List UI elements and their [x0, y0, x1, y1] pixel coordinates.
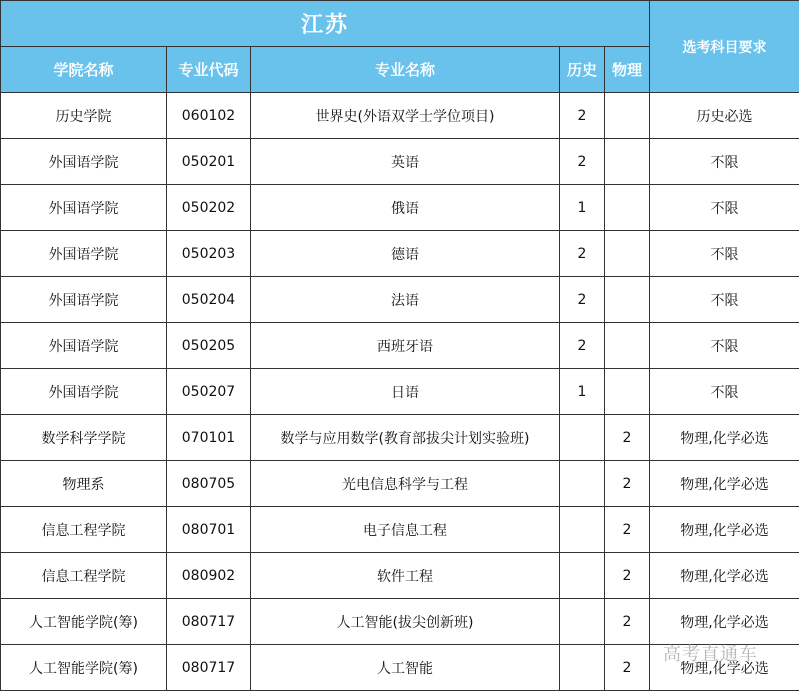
cell-physics	[605, 369, 650, 415]
cell-college: 外国语学院	[1, 185, 167, 231]
region-title: 江苏	[1, 1, 650, 47]
cell-requirement: 不限	[650, 139, 799, 185]
cell-history	[560, 645, 605, 691]
cell-requirement: 物理,化学必选	[650, 599, 799, 645]
cell-code: 080902	[167, 553, 251, 599]
cell-college: 人工智能学院(筹)	[1, 645, 167, 691]
cell-requirement: 不限	[650, 185, 799, 231]
cell-code: 050205	[167, 323, 251, 369]
cell-major: 人工智能	[251, 645, 560, 691]
cell-major: 日语	[251, 369, 560, 415]
cell-college: 外国语学院	[1, 277, 167, 323]
cell-major: 世界史(外语双学士学位项目)	[251, 93, 560, 139]
column-header-code: 专业代码	[167, 47, 251, 93]
table-row	[1, 277, 799, 323]
cell-college: 外国语学院	[1, 323, 167, 369]
cell-history: 1	[560, 369, 605, 415]
cell-requirement: 物理,化学必选	[650, 461, 799, 507]
table-row	[1, 553, 799, 599]
cell-major: 德语	[251, 231, 560, 277]
cell-requirement: 不限	[650, 323, 799, 369]
cell-requirement: 不限	[650, 231, 799, 277]
table-row	[1, 507, 799, 553]
cell-requirement: 不限	[650, 369, 799, 415]
cell-requirement: 物理,化学必选	[650, 415, 799, 461]
cell-history: 2	[560, 93, 605, 139]
cell-history	[560, 553, 605, 599]
cell-major: 法语	[251, 277, 560, 323]
table-row	[1, 461, 799, 507]
cell-college: 信息工程学院	[1, 553, 167, 599]
table-row	[1, 323, 799, 369]
cell-code: 080717	[167, 645, 251, 691]
cell-history	[560, 415, 605, 461]
cell-college: 数学科学学院	[1, 415, 167, 461]
cell-physics	[605, 139, 650, 185]
table-row	[1, 599, 799, 645]
region-header-row	[1, 1, 799, 47]
cell-physics: 2	[605, 645, 650, 691]
cell-requirement: 物理,化学必选	[650, 645, 799, 691]
cell-code: 070101	[167, 415, 251, 461]
cell-code: 080701	[167, 507, 251, 553]
table-row	[1, 93, 799, 139]
cell-college: 外国语学院	[1, 369, 167, 415]
cell-major: 软件工程	[251, 553, 560, 599]
cell-code: 080717	[167, 599, 251, 645]
column-header-history: 历史	[560, 47, 605, 93]
cell-code: 050201	[167, 139, 251, 185]
cell-physics: 2	[605, 461, 650, 507]
cell-requirement: 历史必选	[650, 93, 799, 139]
cell-requirement: 物理,化学必选	[650, 553, 799, 599]
cell-college: 人工智能学院(筹)	[1, 599, 167, 645]
table-body	[1, 93, 799, 691]
cell-major: 电子信息工程	[251, 507, 560, 553]
table-row	[1, 415, 799, 461]
cell-physics	[605, 93, 650, 139]
cell-physics: 2	[605, 599, 650, 645]
cell-physics	[605, 231, 650, 277]
cell-code: 050202	[167, 185, 251, 231]
cell-history: 2	[560, 277, 605, 323]
watermark-text: 高考直通车	[663, 644, 758, 665]
cell-physics: 2	[605, 415, 650, 461]
cell-code: 050204	[167, 277, 251, 323]
cell-history: 2	[560, 231, 605, 277]
cell-history	[560, 599, 605, 645]
table-row	[1, 231, 799, 277]
cell-major: 人工智能(拔尖创新班)	[251, 599, 560, 645]
cell-college: 历史学院	[1, 93, 167, 139]
column-header-college: 学院名称	[1, 47, 167, 93]
cell-requirement: 不限	[650, 277, 799, 323]
cell-physics	[605, 185, 650, 231]
cell-requirement: 物理,化学必选	[650, 507, 799, 553]
cell-history: 2	[560, 323, 605, 369]
cell-college: 外国语学院	[1, 139, 167, 185]
cell-code: 050207	[167, 369, 251, 415]
cell-major: 英语	[251, 139, 560, 185]
cell-history	[560, 461, 605, 507]
table-row	[1, 139, 799, 185]
column-header-physics: 物理	[605, 47, 650, 93]
cell-major: 数学与应用数学(教育部拔尖计划实验班)	[251, 415, 560, 461]
cell-history: 1	[560, 185, 605, 231]
cell-history	[560, 507, 605, 553]
table-row	[1, 645, 799, 691]
column-header-requirement: 选考科目要求	[650, 1, 799, 93]
cell-college: 信息工程学院	[1, 507, 167, 553]
table-row	[1, 369, 799, 415]
cell-physics: 2	[605, 507, 650, 553]
cell-physics	[605, 323, 650, 369]
cell-code: 060102	[167, 93, 251, 139]
cell-code: 050203	[167, 231, 251, 277]
cell-major: 光电信息科学与工程	[251, 461, 560, 507]
cell-physics: 2	[605, 553, 650, 599]
cell-history: 2	[560, 139, 605, 185]
cell-college: 物理系	[1, 461, 167, 507]
column-header-major: 专业名称	[251, 47, 560, 93]
cell-major: 西班牙语	[251, 323, 560, 369]
cell-code: 080705	[167, 461, 251, 507]
cell-major: 俄语	[251, 185, 560, 231]
cell-physics	[605, 277, 650, 323]
table-row	[1, 185, 799, 231]
cell-college: 外国语学院	[1, 231, 167, 277]
